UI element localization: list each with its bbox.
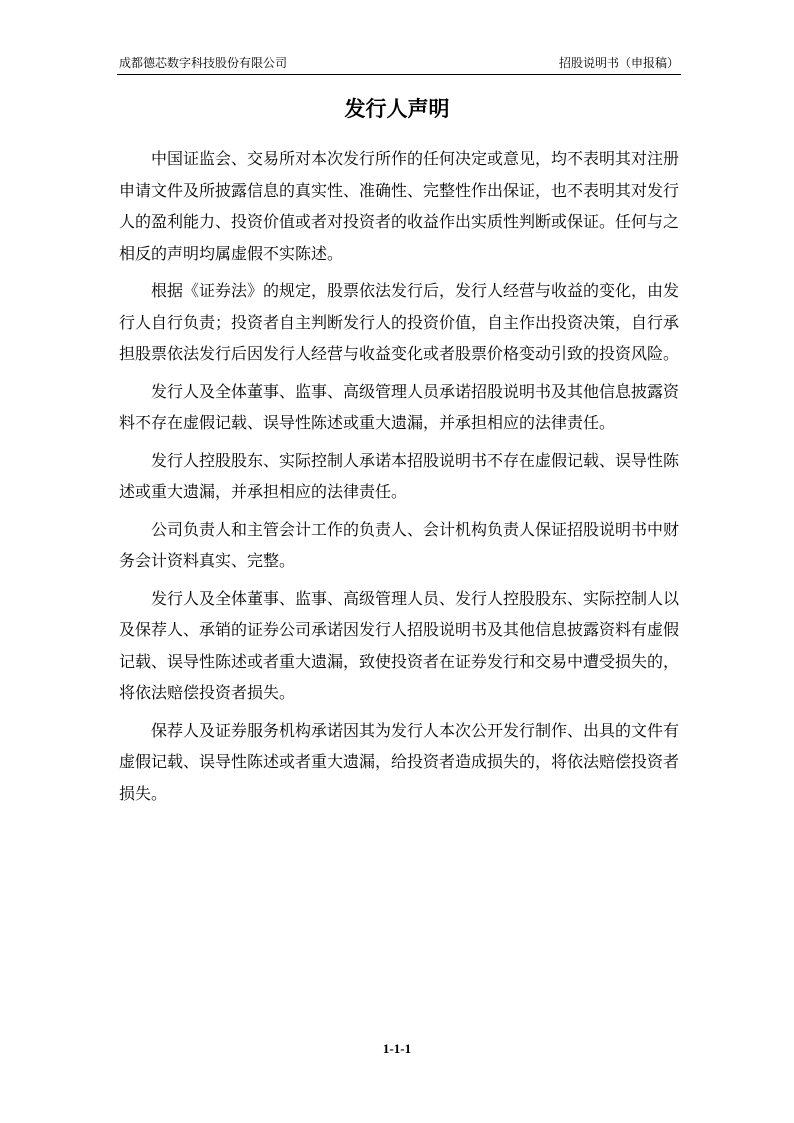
paragraph-2: 根据《证券法》的规定，股票依法发行后，发行人经营与收益的变化，由发行人自行负责；投资者自主判断发行人的投资价值，自主作出投资决策，自行承担股票依法发行后因发行人经营与收益变化或者股票价格变动引致的投资风险。 bbox=[119, 281, 680, 363]
header-document-type: 招股说明书（申报稿） bbox=[558, 56, 679, 70]
page-header bbox=[119, 56, 679, 76]
page-number: 1-1-1 bbox=[382, 1041, 412, 1056]
paragraph-6: 发行人及全体董事、监事、高级管理人员、发行人控股股东、实际控制人以及保荐人、承销的证券公司承诺因发行人招股说明书及其他信息披露资料有虚假记载、误导性陈述或者重大遗漏，致使投资者在证券发行和交易中遭受损失的，将依法赔偿投资者损失。 bbox=[119, 588, 680, 702]
paragraph-7: 保荐人及证券服务机构承诺因其为发行人本次公开发行制作、出具的文件有虚假记载、误导性陈述或者重大遗漏，给投资者造成损失的，将依法赔偿投资者损失。 bbox=[119, 720, 680, 803]
header-company-name: 成都德芯数字科技股份有限公司 bbox=[119, 56, 288, 70]
header-divider bbox=[117, 74, 681, 75]
paragraph-1: 中国证监会、交易所对本次发行所作的任何决定或意见，均不表明其对注册申请文件及所披露信息的真实性、准确性、完整性作出保证，也不表明其对发行人的盈利能力、投资价值或者对投资者的收益作出实质性判断或保证。任何与之相反的声明均属虚假不实陈述。 bbox=[119, 149, 680, 263]
paragraph-4: 发行人控股股东、实际控制人承诺本招股说明书不存在虚假记载、误导性陈述或重大遗漏，并承担相应的法律责任。 bbox=[119, 450, 680, 501]
page-title: 发行人声明 bbox=[344, 97, 450, 121]
declaration-body bbox=[119, 143, 679, 815]
paragraph-5: 公司负责人和主管会计工作的负责人、会计机构负责人保证招股说明书中财务会计资料真实、完整。 bbox=[119, 519, 680, 570]
paragraph-3: 发行人及全体董事、监事、高级管理人员承诺招股说明书及其他信息披露资料不存在虚假记载、误导性陈述或重大遗漏，并承担相应的法律责任。 bbox=[119, 381, 680, 432]
